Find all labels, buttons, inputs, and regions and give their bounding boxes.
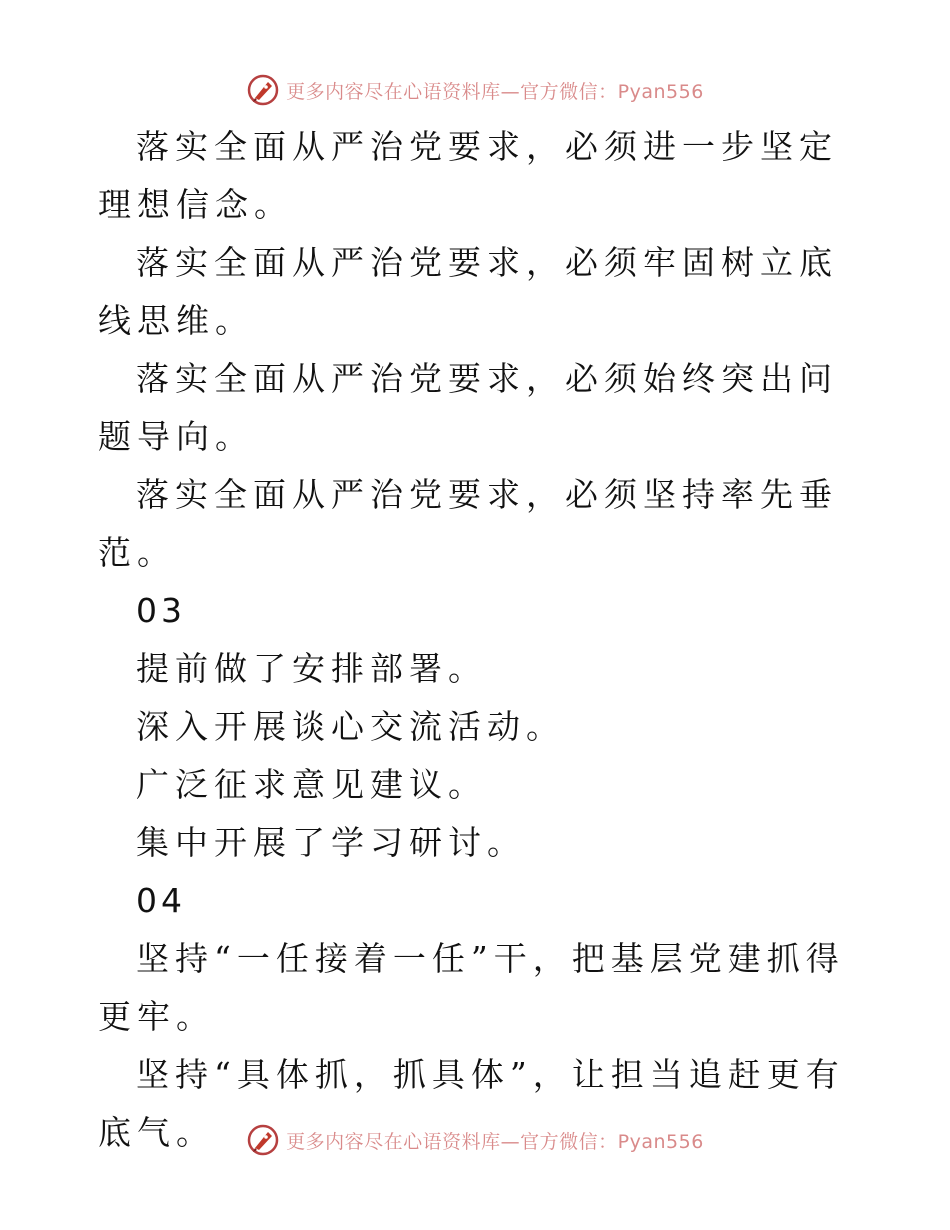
paragraph: 提前做了安排部署。 bbox=[136, 649, 487, 688]
section-number: 03 bbox=[136, 591, 186, 630]
section-number: 04 bbox=[136, 881, 186, 920]
pen-logo-icon bbox=[246, 1123, 280, 1157]
paragraph: 坚持“一任接着一任”干，把基层党建抓得更牢。 bbox=[98, 939, 845, 1036]
footer-watermark bbox=[0, 1120, 950, 1160]
paragraph: 广泛征求意见建议。 bbox=[136, 765, 487, 804]
paragraph: 落实全面从严治党要求，必须进一步坚定理想信念。 bbox=[98, 127, 838, 224]
paragraph: 深入开展谈心交流活动。 bbox=[136, 707, 565, 746]
header-watermark bbox=[0, 70, 950, 110]
watermark-text: 更多内容尽在心语资料库—官方微信：Pyan556 bbox=[286, 1130, 704, 1153]
pen-logo-icon bbox=[246, 73, 280, 107]
paragraph: 落实全面从严治党要求，必须坚持率先垂范。 bbox=[98, 475, 838, 572]
watermark-text: 更多内容尽在心语资料库—官方微信：Pyan556 bbox=[286, 80, 704, 103]
paragraph: 落实全面从严治党要求，必须牢固树立底线思维。 bbox=[98, 243, 838, 340]
paragraph: 坚持“具体抓，抓具体”，让担当追赶更有底气。 bbox=[98, 1055, 845, 1152]
paragraph: 落实全面从严治党要求，必须始终突出问题导向。 bbox=[98, 359, 838, 456]
document-body bbox=[0, 118, 950, 1162]
paragraph: 集中开展了学习研讨。 bbox=[136, 823, 526, 862]
